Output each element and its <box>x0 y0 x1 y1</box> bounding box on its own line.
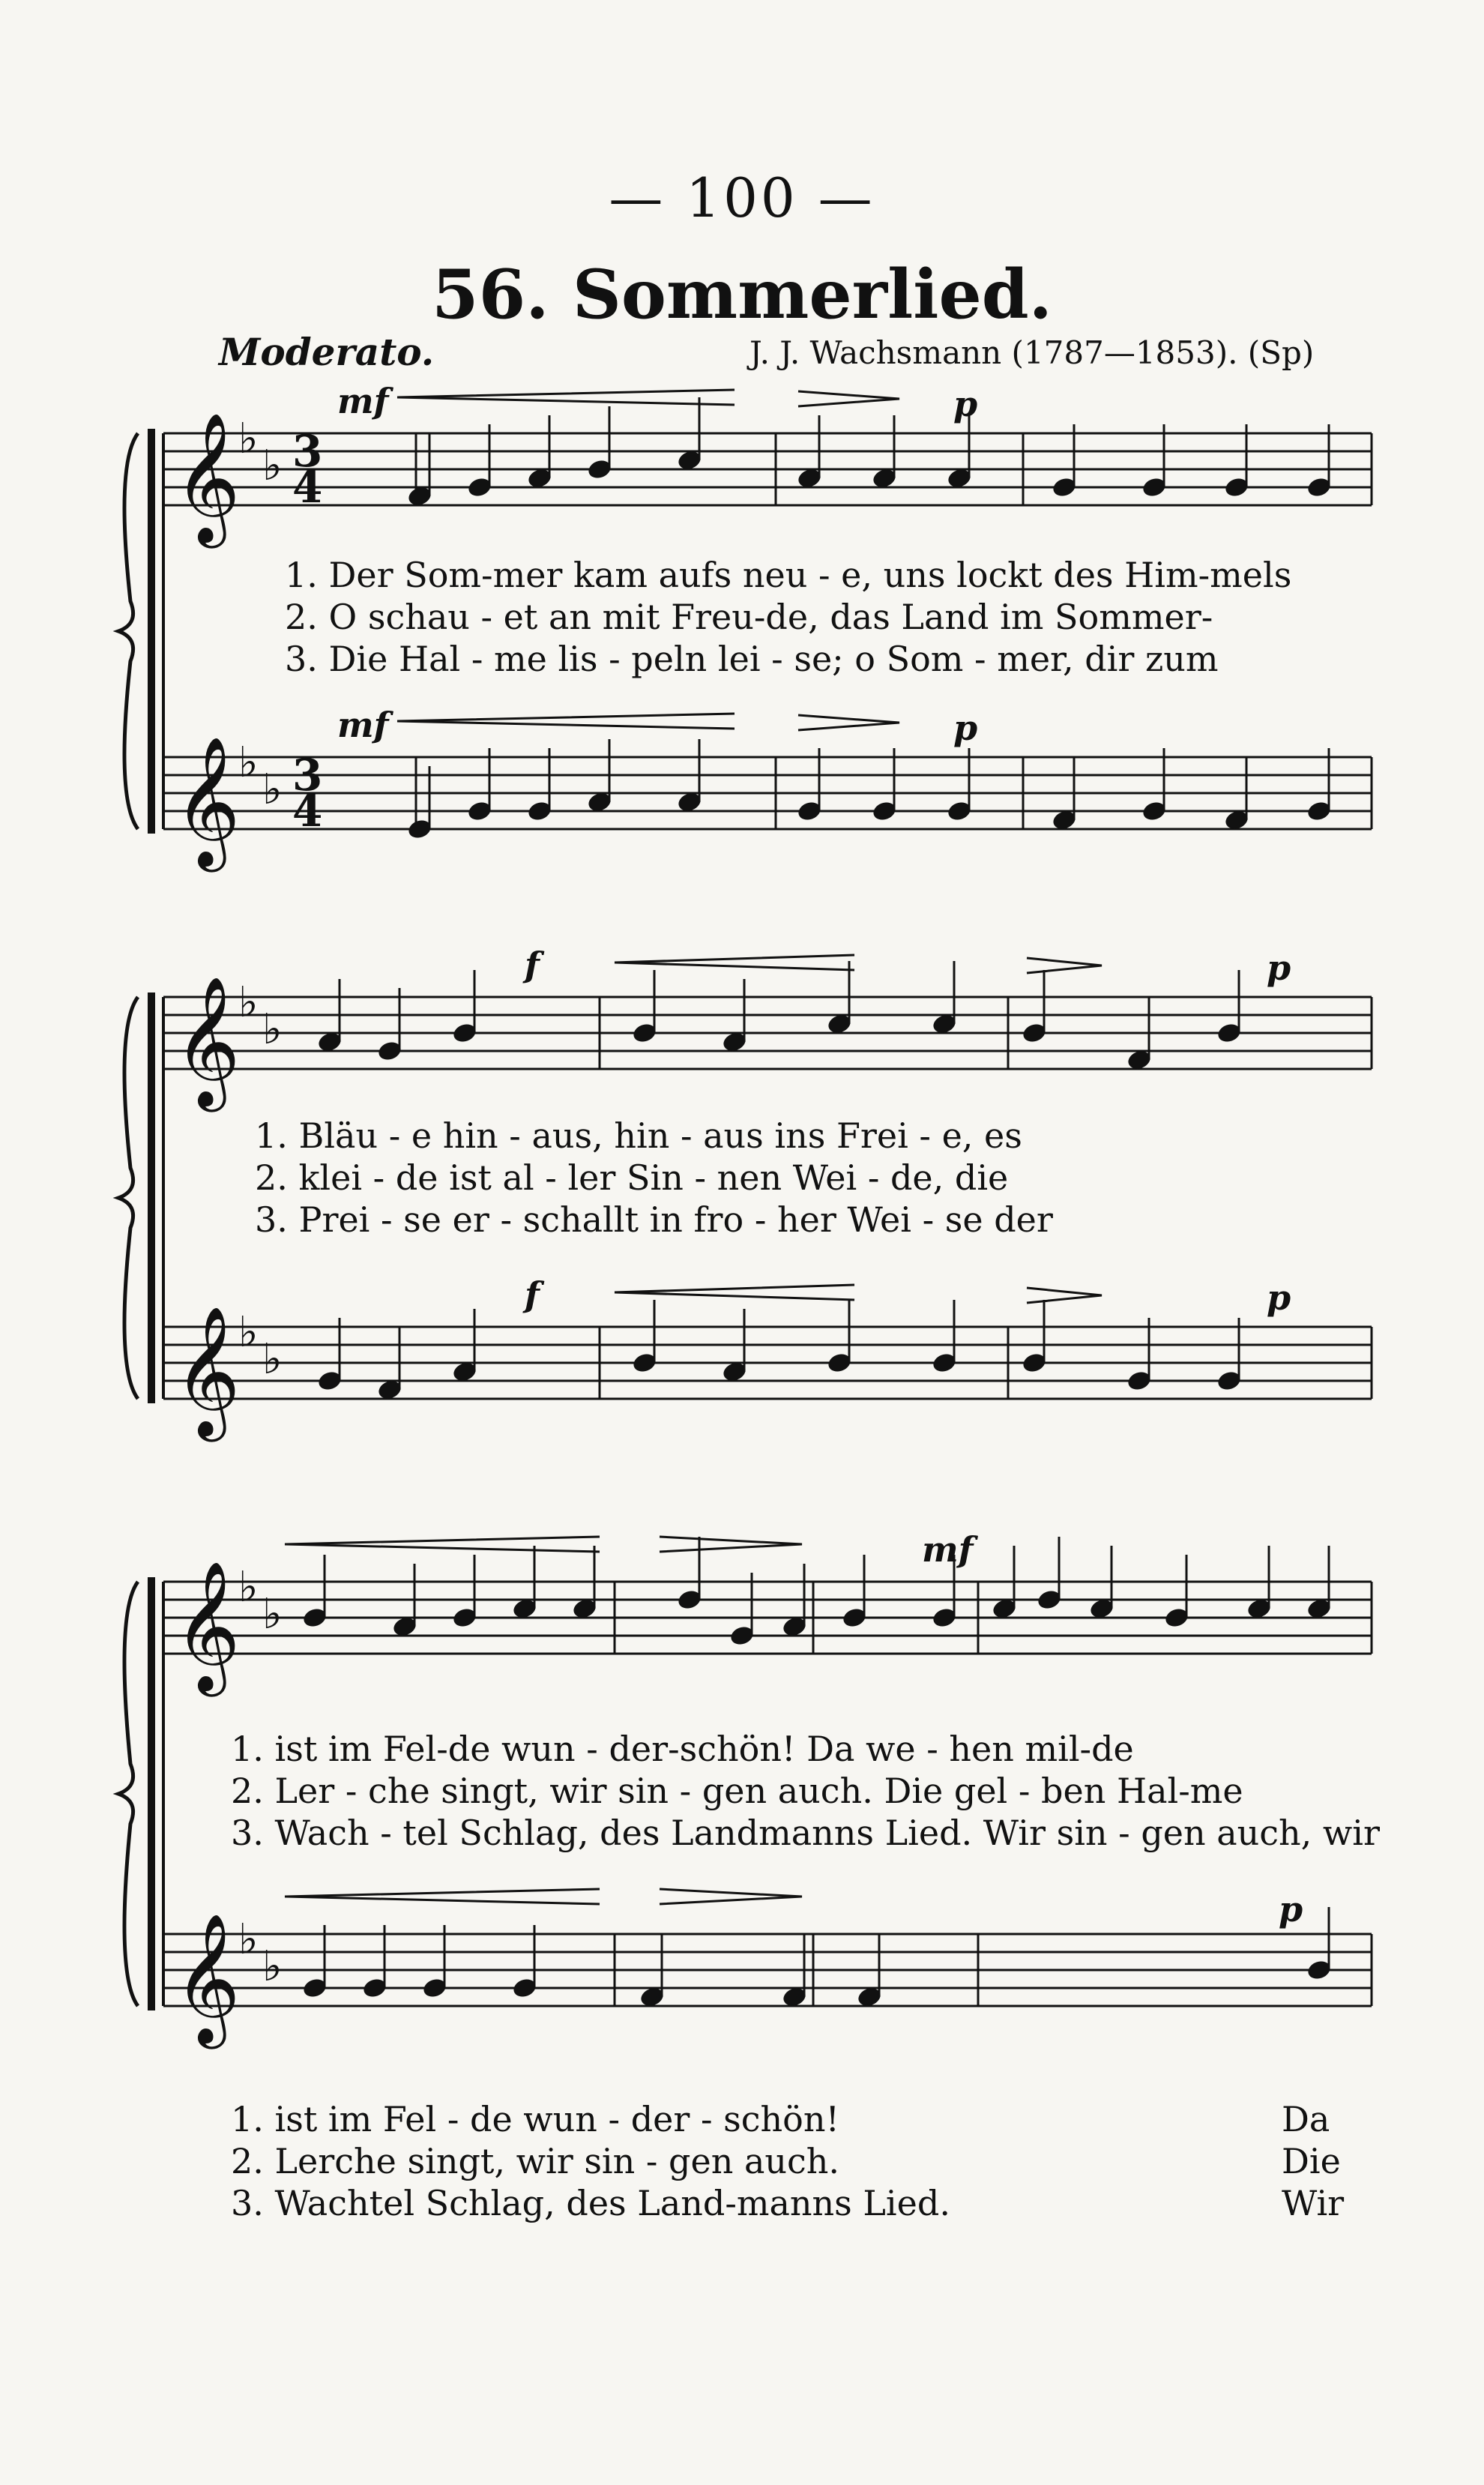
lyric-line: 1. Bläu - e hin - aus, hin - aus ins Frei - e, es <box>255 1115 1022 1156</box>
diminuendo-hairpin <box>798 391 899 406</box>
flat-sign: ♭ <box>238 978 259 1027</box>
lyric-line: 1. Der Som-mer kam aufs neu - e, uns lockt des Him-mels <box>285 555 1292 595</box>
flat-sign: ♭ <box>238 1308 259 1357</box>
crescendo-hairpin <box>285 1889 600 1904</box>
time-signature-top: 3 <box>292 750 323 801</box>
lyric-line: 2. Ler - che singt, wir sin - gen auch. Die gel - ben Hal-me <box>231 1771 1243 1811</box>
treble-clef: 𝄞 <box>174 1306 241 1436</box>
treble-clef: 𝄞 <box>174 1913 241 2043</box>
crescendo-hairpin <box>285 1537 600 1552</box>
composer-credit: J. J. Wachsmann (1787—1853). (Sp) <box>749 334 1315 371</box>
lyric-word-end: Wir <box>1282 2183 1345 2223</box>
dynamic-p: p <box>1267 1277 1291 1318</box>
flat-sign: ♭ <box>238 1915 259 1964</box>
flat-sign: ♭ <box>262 442 283 490</box>
dynamic-p: p <box>1267 948 1291 988</box>
dynamic-f: f <box>525 1274 540 1315</box>
lyric-line: 2. O schau - et an mit Freu-de, das Land im Sommer- <box>285 597 1213 637</box>
treble-clef: 𝄞 <box>174 736 241 867</box>
song-title: 56. Sommerlied. <box>432 255 1052 334</box>
dynamic-p: p <box>953 384 978 424</box>
dynamic-mf: mf <box>337 705 389 745</box>
lyric-word-end: Da <box>1282 2099 1330 2139</box>
lyric-line-lower: 2. Lerche singt, wir sin - gen auch. <box>231 2141 840 2181</box>
diminuendo-hairpin <box>660 1537 802 1552</box>
time-signature-bottom: 4 <box>292 786 323 837</box>
lyric-line: 3. Wach - tel Schlag, des Landmanns Lied. Wir sin - gen auch, wir <box>231 1813 1381 1853</box>
brace <box>118 433 138 829</box>
treble-clef: 𝄞 <box>174 412 241 543</box>
tempo-marking: Moderato. <box>219 330 435 374</box>
treble-clef: 𝄞 <box>174 1561 241 1691</box>
brace <box>118 997 138 1399</box>
dynamic-mf: mf <box>337 381 389 421</box>
dynamic-mf: mf <box>922 1529 974 1570</box>
brace <box>118 1582 138 2006</box>
crescendo-hairpin <box>615 955 854 970</box>
lyric-line: 3. Prei - se er - schallt in fro - her Wei - se der <box>255 1199 1053 1240</box>
dynamic-p: p <box>1279 1889 1303 1930</box>
flat-sign: ♭ <box>238 1563 259 1612</box>
lyric-line-lower: 1. ist im Fel - de wun - der - schön! <box>231 2099 839 2139</box>
lyric-line: 2. klei - de ist al - ler Sin - nen Wei - de, die <box>255 1157 1009 1198</box>
diminuendo-hairpin <box>660 1889 802 1904</box>
flat-sign: ♭ <box>262 1942 283 1991</box>
dynamic-f: f <box>525 945 540 985</box>
time-signature-top: 3 <box>292 426 323 477</box>
time-signature-bottom: 4 <box>292 462 323 513</box>
lyric-line: 3. Die Hal - me lis - peln lei - se; o Som - mer, dir zum <box>285 639 1219 679</box>
lyric-line-lower: 3. Wachtel Schlag, des Land-manns Lied. <box>231 2183 950 2223</box>
crescendo-hairpin <box>397 714 735 729</box>
flat-sign: ♭ <box>262 765 283 814</box>
diminuendo-hairpin <box>1027 958 1102 973</box>
diminuendo-hairpin <box>798 715 899 730</box>
flat-sign: ♭ <box>238 738 259 787</box>
treble-clef: 𝄞 <box>174 976 241 1106</box>
flat-sign: ♭ <box>262 1590 283 1639</box>
flat-sign: ♭ <box>238 415 259 463</box>
flat-sign: ♭ <box>262 1335 283 1384</box>
dynamic-p: p <box>953 708 978 748</box>
flat-sign: ♭ <box>262 1005 283 1054</box>
page-number: — 100 — <box>609 166 875 229</box>
crescendo-hairpin <box>615 1285 854 1300</box>
lyric-line: 1. ist im Fel-de wun - der-schön! Da we - hen mil-de <box>231 1729 1134 1769</box>
crescendo-hairpin <box>397 390 735 405</box>
diminuendo-hairpin <box>1027 1288 1102 1303</box>
lyric-word-end: Die <box>1282 2141 1341 2181</box>
